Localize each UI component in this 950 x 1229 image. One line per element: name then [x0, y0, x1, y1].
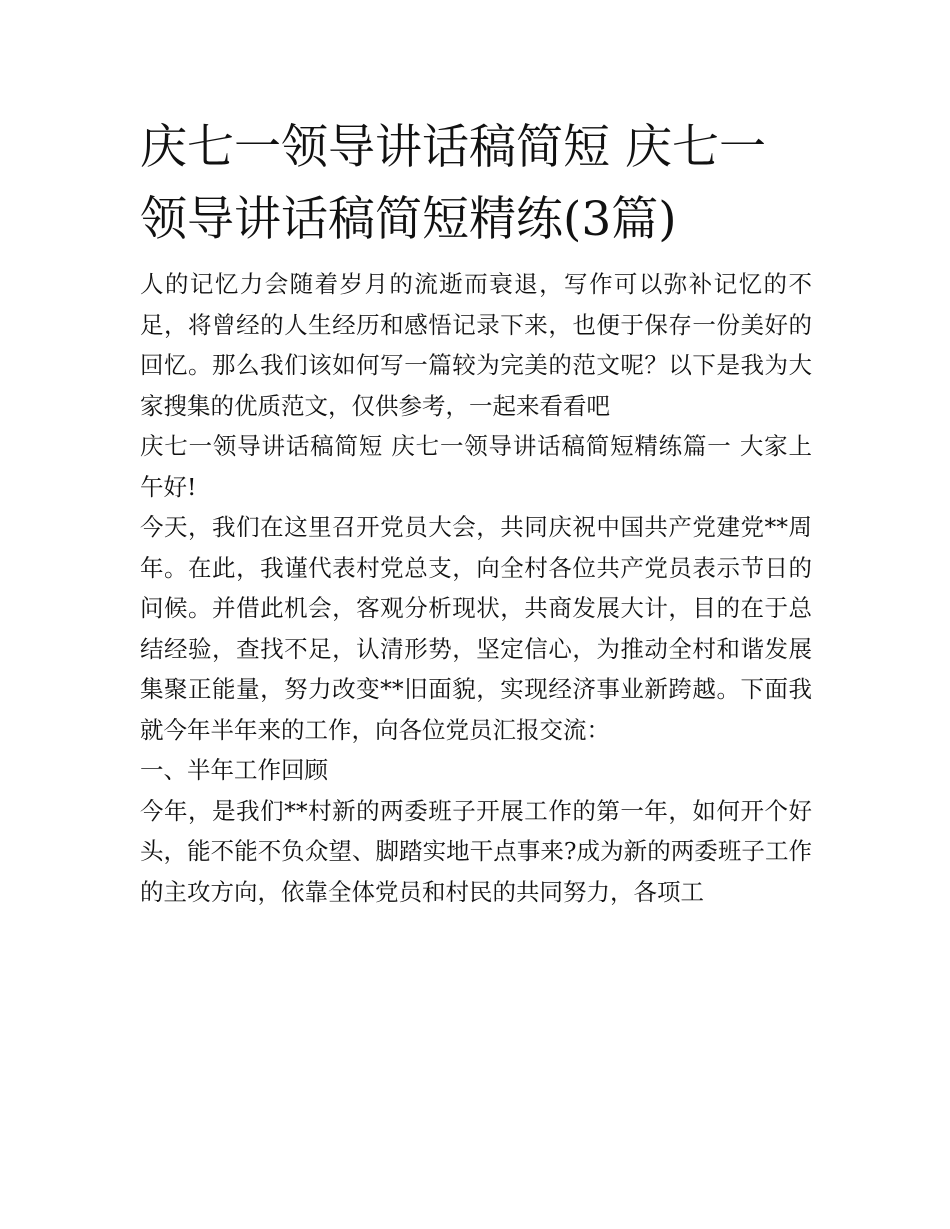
document-title: 庆七一领导讲话稿简短 庆七一领导讲话稿简短精练(3篇)	[140, 120, 766, 247]
section-heading-paragraph: 庆七一领导讲话稿简短 庆七一领导讲话稿简短精练篇一 大家上午好!	[140, 432, 812, 501]
body-paragraph: 今天，我们在这里召开党员大会，共同庆祝中国共产党建党**周年。在此，我谨代表村党总支，向全村各位共产党员表示节日的问候。并借此机会，客观分析现状，共商发展大计，目的在于总结经验，查找不足，认清形势，坚定信心，为推动全村和谐发展集聚正能量，努力改变**旧面貌，实现经济事业新跨越。下面我就今年半年来的工作，向各位党员汇报交流：	[140, 513, 812, 744]
document-body	[140, 112, 812, 912]
body-paragraph: 今年，是我们**村新的两委班子开展工作的第一年，如何开个好头，能不能不负众望、脚踏实地干点事来?成为新的两委班子工作的主攻方向，依靠全体党员和村民的共同努力，各项工	[140, 796, 812, 906]
section-heading: 一、半年工作回顾	[140, 756, 328, 784]
intro-paragraph: 人的记忆力会随着岁月的流逝而衰退，写作可以弥补记忆的不足，将曾经的人生经历和感悟记录下来，也便于保存一份美好的回忆。那么我们该如何写一篇较为完美的范文呢？以下是我为大家搜集的优质范文，仅供参考，一起来看看吧	[140, 270, 812, 420]
